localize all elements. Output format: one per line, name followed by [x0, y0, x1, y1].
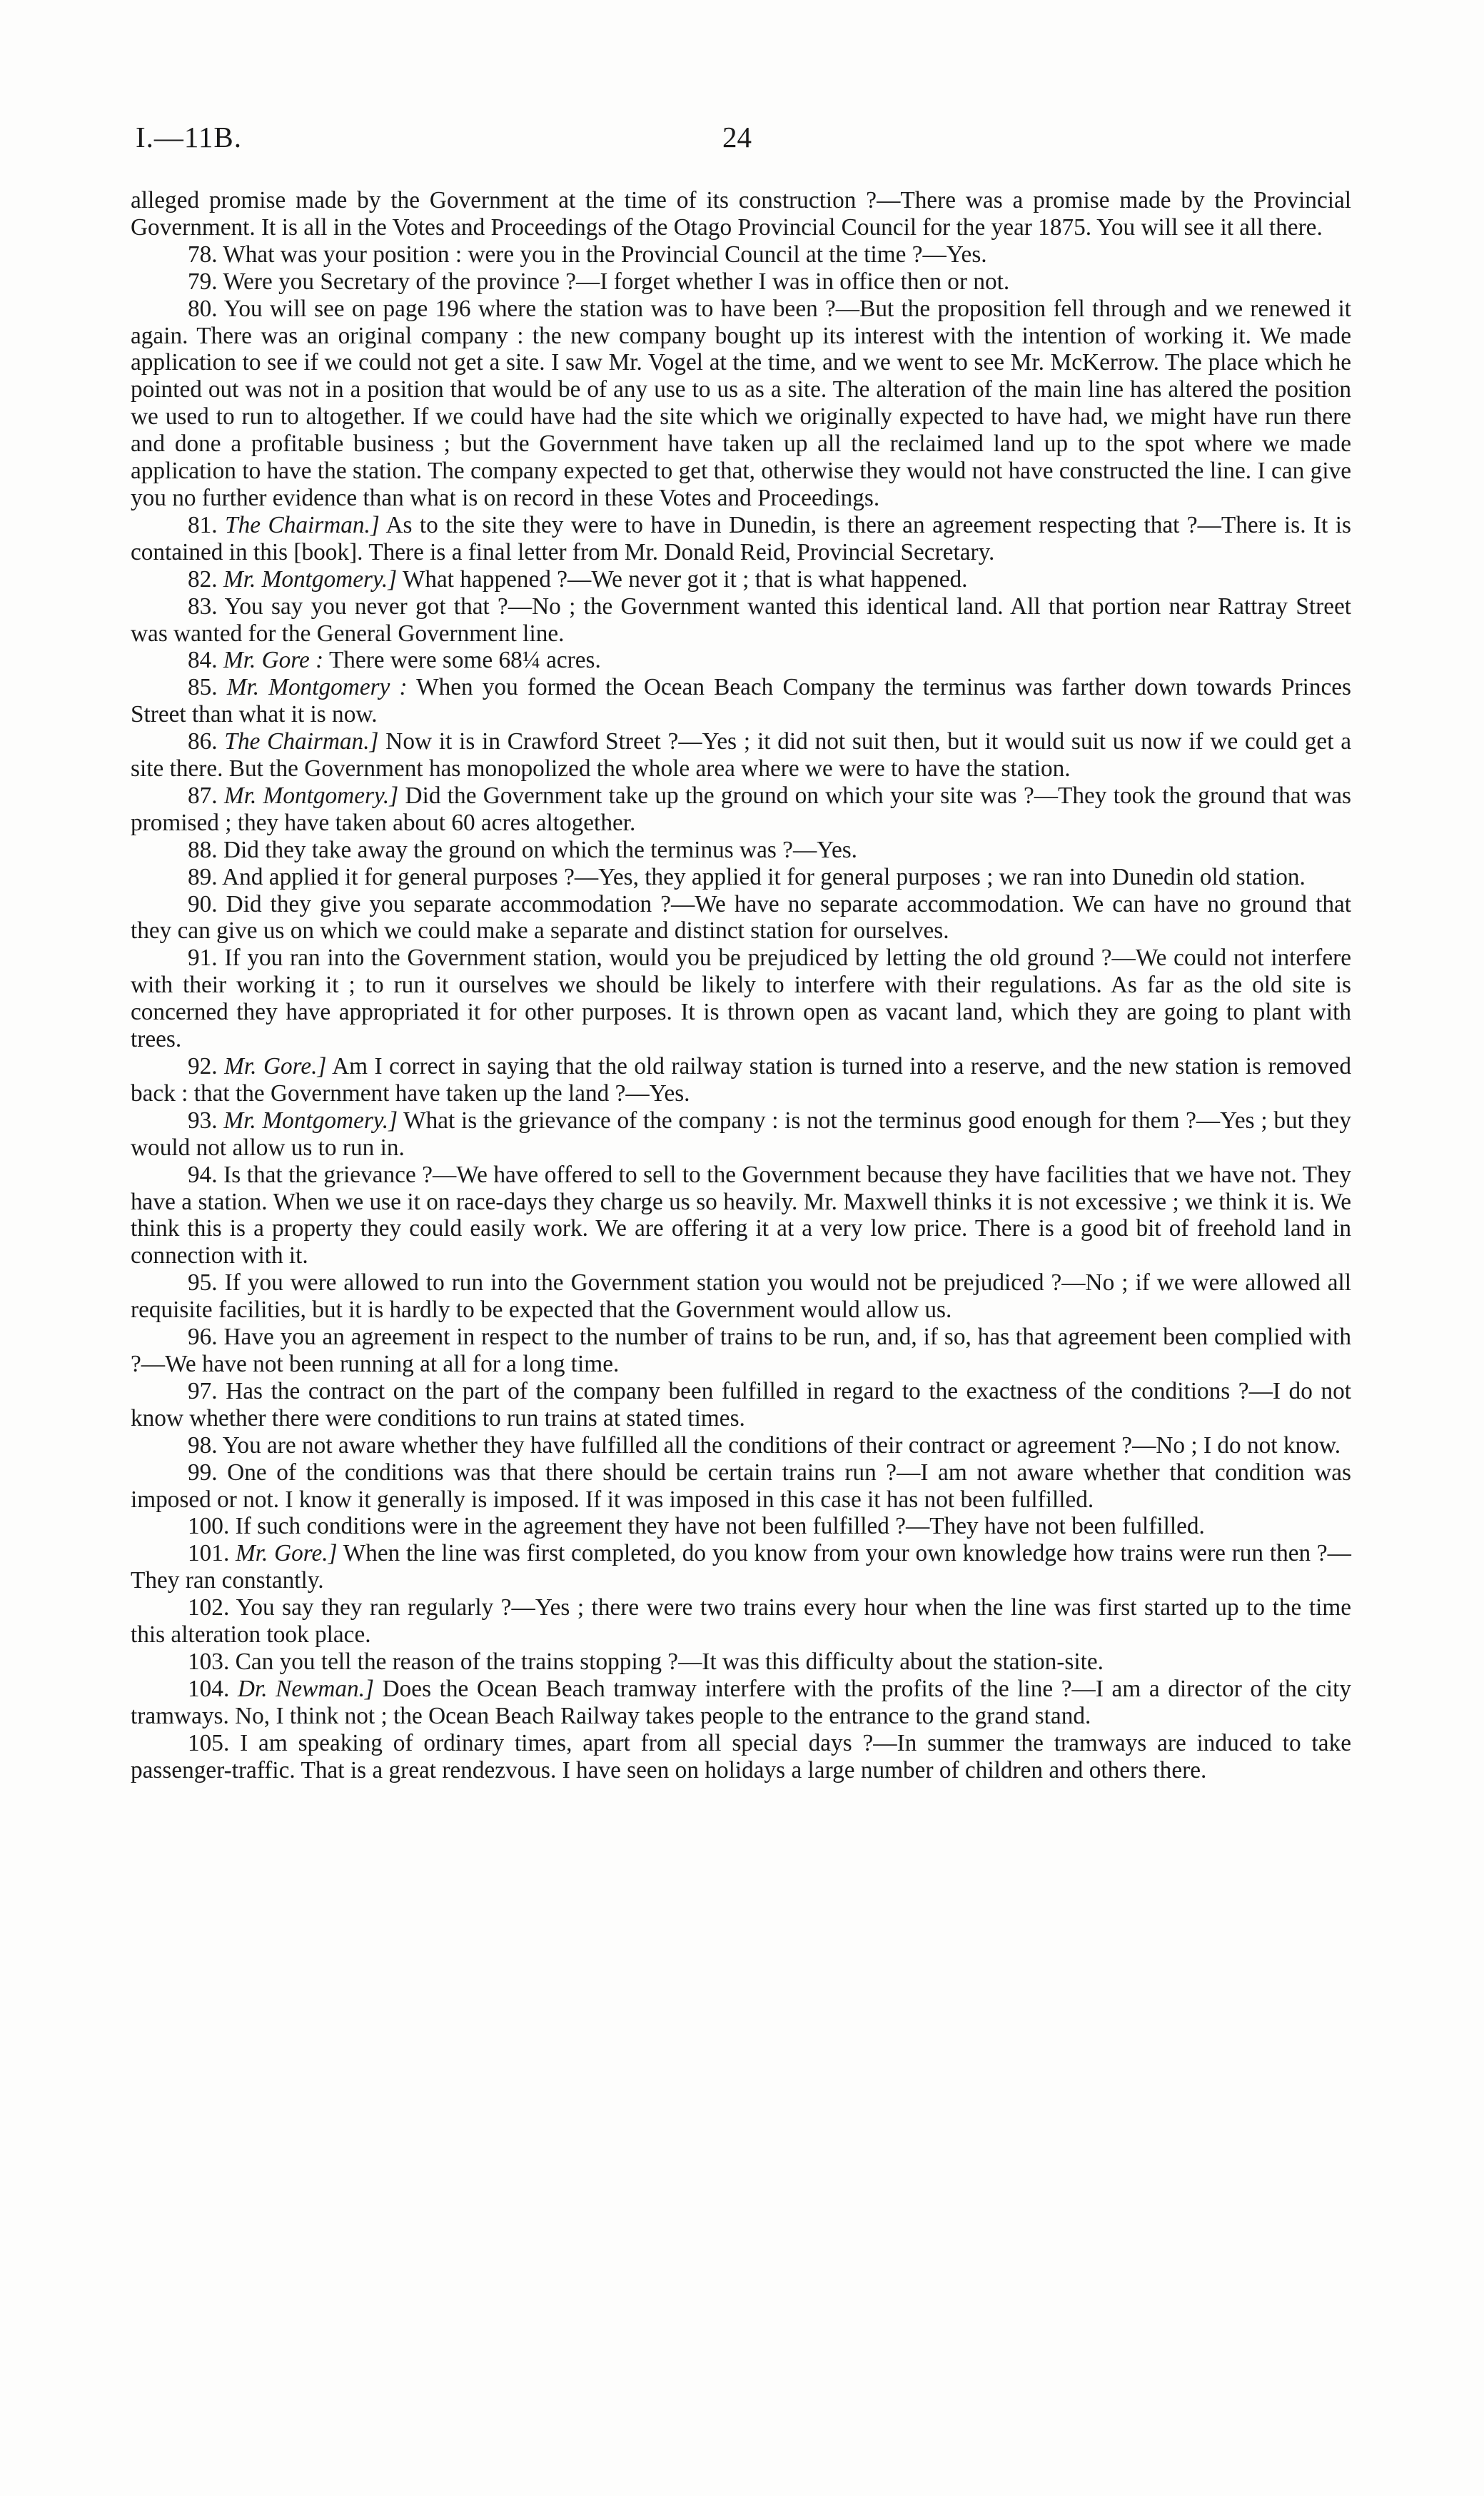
paragraph-text: Did the Government take up the ground on which your site was ?—They took the ground that was promised ; they have taken about 60 acres altogether. [131, 782, 1351, 836]
question-number: 97. [188, 1377, 218, 1404]
speaker-name: Mr. Montgomery.] [223, 782, 399, 809]
page-number: 24 [722, 121, 752, 154]
paragraph-text: And applied it for general purposes ?—Yes, they applied it for general purposes ; we ran into Dunedin old station. [222, 863, 1306, 890]
question-number: 95. [188, 1269, 218, 1297]
evidence-text [131, 187, 1351, 1783]
question-number: 89. [188, 863, 218, 890]
paragraph-text: You are not aware whether they have fulfilled all the conditions of their contract or agreement ?—No ; I do not know. [222, 1431, 1341, 1459]
question-paragraph [131, 1540, 1351, 1594]
question-number: 85. [188, 674, 218, 701]
speaker-name: Mr. Gore : [223, 647, 324, 674]
question-number: 84. [188, 647, 218, 674]
question-paragraph [131, 1459, 1351, 1514]
question-paragraph [131, 891, 1351, 945]
question-number: 98. [188, 1431, 218, 1459]
question-number: 92. [188, 1053, 218, 1080]
question-number: 88. [188, 836, 218, 863]
paragraph-text: I am speaking of ordinary times, apart from all special days ?—In summer the tramways are induced to take passenger-traffic. That is a great rendezvous. I have seen on holidays a large number of children and others there. [131, 1729, 1351, 1783]
question-paragraph [131, 1432, 1351, 1459]
question-number: 83. [188, 593, 218, 620]
speaker-name: Mr. Gore.] [236, 1540, 338, 1567]
paragraph-text: When you formed the Ocean Beach Company the terminus was farther down towards Princes Street than what it is now. [131, 674, 1351, 728]
question-paragraph [131, 1324, 1351, 1378]
question-paragraph [131, 1107, 1351, 1162]
paragraph-text: You say they ran regularly ?—Yes ; there were two trains every hour when the line was first started up to the time this alteration took place. [131, 1594, 1352, 1649]
question-paragraph [131, 1269, 1351, 1324]
speaker-name: Mr. Montgomery.] [223, 565, 398, 593]
question-paragraph [131, 1676, 1351, 1730]
speaker-name: Mr. Montgomery : [226, 674, 408, 701]
speaker-name: The Chairman.] [225, 511, 380, 538]
question-paragraph [131, 945, 1351, 1053]
speaker-name: Mr. Montgomery.] [223, 1107, 398, 1134]
question-number: 102. [188, 1594, 230, 1621]
question-paragraph [131, 1378, 1351, 1432]
question-number: 93. [188, 1107, 218, 1134]
continued-paragraph [131, 187, 1351, 241]
question-number: 78. [188, 241, 218, 268]
question-paragraph [131, 566, 1351, 593]
parliamentary-paper-reference: I.—11B. [136, 121, 242, 154]
question-number: 90. [188, 890, 218, 917]
paragraph-text: If you ran into the Government station, would you be prejudiced by letting the old ground ?—We could not interfere with their working it ; to run it ourselves we should be likely to interfere with their regulations. As far as the old site is concerned they have appropriated it for other purposes. It is thrown open as vacant land, which they are going to plant with trees. [131, 945, 1352, 1053]
question-paragraph [131, 1162, 1351, 1270]
paragraph-text: Is that the grievance ?—We have offered to sell to the Government because they have facilities that we have not. They have a station. When we use it on race-days they charge us so heavily. Mr. Maxwell thinks it is not excessive ; we think it is. We think this is a property they could easily work. We are offering it at a very low price. There is a good bit of freehold land in connection with it. [131, 1161, 1352, 1269]
paragraph-text: There were some 68¼ acres. [328, 647, 601, 674]
paragraph-text: What was your position : were you in the Provincial Council at the time ?—Yes. [223, 241, 987, 268]
question-paragraph [131, 674, 1351, 728]
paragraph-text: alleged promise made by the Government at the time of its construction ?—There was a promise made by the Provincial Government. It is all in the Votes and Proceedings of the Otago Provincial Council for the year 1875. You will see it all there. [131, 187, 1351, 241]
question-paragraph [131, 1649, 1351, 1676]
speaker-name: Mr. Gore.] [224, 1053, 327, 1080]
question-paragraph [131, 268, 1351, 296]
paragraph-text: Did they take away the ground on which the terminus was ?—Yes. [223, 836, 858, 863]
question-paragraph [131, 864, 1351, 891]
question-number: 100. [188, 1513, 230, 1540]
paragraph-text: Were you Secretary of the province ?—I forget whether I was in office then or not. [223, 268, 1010, 295]
speaker-name: The Chairman.] [224, 728, 379, 755]
question-paragraph [131, 647, 1351, 674]
question-paragraph [131, 728, 1351, 782]
paragraph-text: Does the Ocean Beach tramway interfere with the profits of the line ?—I am a director of the city tramways. No, I think not ; the Ocean Beach Railway takes people to the entrance to the grand stand. [131, 1675, 1351, 1729]
paragraph-text: What is the grievance of the company : is not the terminus good enough for them ?—Yes ; but they would not allow us to run in. [131, 1107, 1351, 1161]
paragraph-text: Can you tell the reason of the trains stopping ?—It was this difficulty about the station-site. [235, 1648, 1104, 1675]
question-number: 103. [188, 1648, 230, 1675]
paragraph-text: If such conditions were in the agreement they have not been fulfilled ?—They have not been fulfilled. [235, 1513, 1205, 1540]
paragraph-text: Has the contract on the part of the company been fulfilled in regard to the exactness of the conditions ?—I do not know whether there were conditions to run trains at stated times. [131, 1377, 1351, 1431]
paragraph-text: Did they give you separate accommodation ?—We have no separate accommodation. We can have no ground that they can give us on which we could make a separate and distinct station for ourselves. [131, 890, 1351, 945]
question-paragraph [131, 296, 1351, 512]
question-paragraph [131, 782, 1351, 837]
question-paragraph [131, 1594, 1351, 1649]
question-number: 96. [188, 1324, 218, 1351]
question-paragraph [131, 512, 1351, 566]
question-number: 79. [188, 268, 218, 295]
question-paragraph [131, 1730, 1351, 1784]
question-paragraph [131, 1513, 1351, 1540]
question-number: 80. [188, 295, 218, 322]
paragraph-text: If you were allowed to run into the Government station you would not be prejudiced ?—No ; if we were allowed all requisite facilities, but it is hardly to be expected that the Government would allow us. [131, 1269, 1351, 1324]
paragraph-text: Have you an agreement in respect to the number of trains to be run, and, if so, has that agreement been complied with ?—We have not been running at all for a long time. [131, 1324, 1351, 1377]
paragraph-text: You will see on page 196 where the station was to have been ?—But the proposition fell through and we renewed it again. There was an original company : the new company bought up its interest with the intention of working it. We made application to see if we could not get a site. I saw Mr. Vogel at the time, and we went to see Mr. McKerrow. The place which he pointed out was not in a position that would be of any use to us as a site. The alteration of the main line has altered the position we used to run to altogether. If we could have had the site which we originally expected to have had, we might have run there and done a profitable business ; but the Government have taken up all the reclaimed land up to the spot where we made application to have the station. The company expected to get that, otherwise they would not have constructed the line. I can give you no further evidence than what is on record in these Votes and Proceedings. [131, 295, 1351, 511]
paragraph-text: When the line was first completed, do you know from your own knowledge how trains were run then ?—They ran constantly. [131, 1540, 1351, 1594]
paragraph-text: As to the site they were to have in Dunedin, is there an agreement respecting that ?—There is. It is contained in this [book]. There is a final letter from Mr. Donald Reid, Provincial Secretary. [131, 511, 1352, 565]
paragraph-text: You say you never got that ?—No ; the Government wanted this identical land. All that portion near Rattray Street was wanted for the General Government line. [131, 593, 1352, 647]
question-number: 99. [188, 1459, 218, 1486]
question-number: 82. [188, 565, 218, 593]
paragraph-text: One of the conditions was that there should be certain trains run ?—I am not aware whether that condition was imposed or not. I know it generally is imposed. If it was imposed in this case it has not been fulfilled. [131, 1459, 1351, 1513]
paragraph-text: What happened ?—We never got it ; that is what happened. [402, 565, 968, 593]
question-number: 105. [188, 1729, 230, 1756]
question-paragraph [131, 593, 1351, 648]
question-number: 104. [188, 1675, 230, 1702]
question-paragraph [131, 1053, 1351, 1107]
question-number: 86. [188, 728, 218, 755]
question-paragraph [131, 837, 1351, 864]
question-number: 91. [188, 945, 218, 972]
question-number: 81. [188, 511, 218, 538]
question-number: 101. [188, 1540, 230, 1567]
question-number: 87. [188, 782, 218, 809]
question-paragraph [131, 241, 1351, 268]
speaker-name: Dr. Newman.] [237, 1675, 374, 1702]
question-number: 94. [188, 1161, 218, 1188]
paragraph-text: Now it is in Crawford Street ?—Yes ; it did not suit then, but it would suit us now if we could get a site there. But the Government has monopolized the whole area where we were to have the station. [131, 728, 1352, 782]
paragraph-text: Am I correct in saying that the old railway station is turned into a reserve, and the new station is removed back : that the Government have taken up the land ?—Yes. [131, 1053, 1351, 1107]
